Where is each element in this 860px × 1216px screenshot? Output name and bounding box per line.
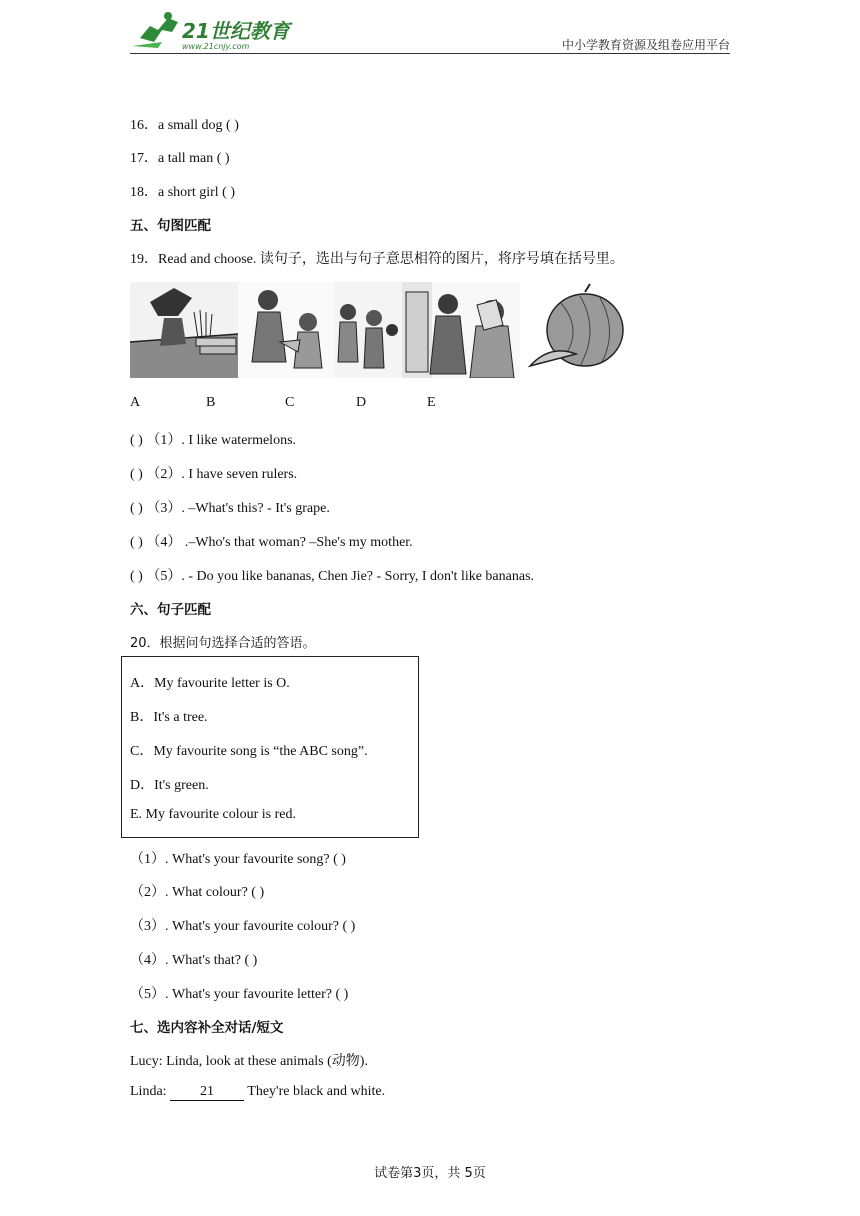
question-20-item: （1）. What's your favourite song? ( ) bbox=[130, 852, 346, 867]
question-20-title: 20．根据问句选择合适的答语。 bbox=[130, 636, 316, 651]
answer-bracket[interactable]: ( ) bbox=[130, 569, 143, 584]
svg-text:www.21cnjy.com: www.21cnjy.com bbox=[182, 42, 250, 51]
question-19-item: ( ) （2）. I have seven rulers. bbox=[130, 467, 298, 482]
picture-label-b: B bbox=[206, 395, 216, 410]
picture-c-children bbox=[334, 282, 402, 378]
section-5-title: 五、句图匹配 bbox=[130, 218, 211, 234]
site-logo bbox=[128, 8, 308, 52]
answer-bracket[interactable]: ( ) bbox=[130, 535, 143, 550]
option-d: D．It's green. bbox=[130, 778, 209, 793]
picture-a-rulers bbox=[130, 282, 238, 378]
answer-bracket[interactable]: ( ) bbox=[130, 433, 143, 448]
option-a: A．My favourite letter is O. bbox=[130, 676, 290, 691]
picture-d-woman bbox=[402, 282, 520, 378]
option-b: B．It's a tree. bbox=[130, 710, 208, 725]
page-footer: 试卷第3页，共 5页 bbox=[374, 1166, 486, 1181]
answer-bracket[interactable]: ( ) bbox=[130, 467, 143, 482]
question-19-item: ( ) （1）. I like watermelons. bbox=[130, 433, 297, 448]
option-e: E. My favourite colour is red. bbox=[130, 807, 297, 822]
dialog-line-lucy: Lucy: Linda, look at these animals (动物). bbox=[130, 1054, 368, 1069]
svg-text:21世纪教育: 21世纪教育 bbox=[182, 19, 290, 43]
section-7-title: 七、选内容补全对话/短文 bbox=[130, 1020, 284, 1036]
question-20-item: （2）. What colour? ( ) bbox=[130, 885, 265, 900]
runner-logo-icon bbox=[140, 18, 178, 42]
question-16: 16．a small dog ( ) bbox=[130, 118, 239, 133]
header-rule bbox=[130, 53, 730, 54]
header-platform-name: 中小学教育资源及组卷应用平台 bbox=[561, 38, 730, 52]
question-18: 18．a short girl ( ) bbox=[130, 185, 235, 200]
question-19-title: 19．Read and choose. 读句子，选出与句子意思相符的图片，将序号填在括号里。 bbox=[130, 252, 624, 267]
option-c: C．My favourite song is “the ABC song”. bbox=[130, 744, 368, 759]
answer-blank-21[interactable]: 21 bbox=[170, 1084, 244, 1101]
picture-label-d: D bbox=[356, 395, 367, 410]
section-6-title: 六、句子匹配 bbox=[130, 602, 211, 618]
question-17: 17．a tall man ( ) bbox=[130, 151, 230, 166]
picture-label-e: E bbox=[427, 395, 436, 410]
question-19-item: ( ) （4） .–Who's that woman? –She's my mother. bbox=[130, 535, 413, 550]
picture-label-c: C bbox=[285, 395, 295, 410]
answer-bracket[interactable]: ( ) bbox=[130, 501, 143, 516]
dialog-line-linda: Linda: 21 They're black and white. bbox=[130, 1084, 386, 1099]
picture-b-people bbox=[238, 282, 334, 378]
question-19-item: ( ) （3）. –What's this? - It's grape. bbox=[130, 501, 330, 516]
question-19-item: ( ) （5）. - Do you like bananas, Chen Jie? - Sorry, I don't like bananas. bbox=[130, 569, 535, 584]
question-20-item: （3）. What's your favourite colour? ( ) bbox=[130, 919, 356, 934]
question-19-pictures bbox=[130, 282, 625, 378]
picture-label-a: A bbox=[130, 395, 141, 410]
picture-e-watermelon bbox=[520, 282, 625, 378]
question-20-item: （4）. What's that? ( ) bbox=[130, 953, 258, 968]
question-20-item: （5）. What's your favourite letter? ( ) bbox=[130, 987, 349, 1002]
